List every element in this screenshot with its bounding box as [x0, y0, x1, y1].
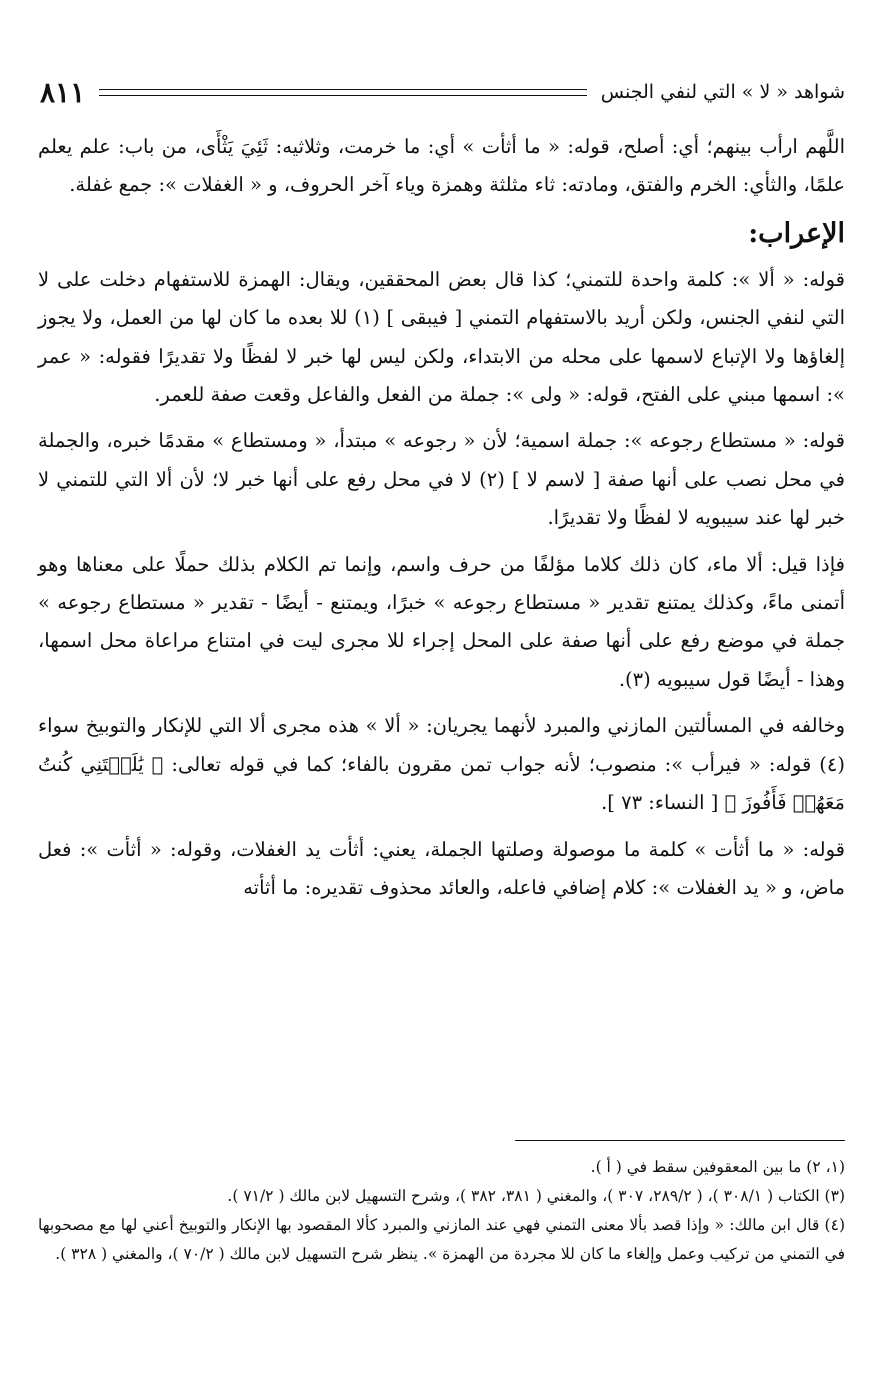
- main-text: [38, 128, 845, 915]
- page-number: ٨١١: [40, 75, 86, 109]
- header-double-rule: [99, 89, 587, 96]
- paragraph: قوله: « ألا »: كلمة واحدة للتمني؛ كذا قال بعض المحققين، ويقال: الهمزة للاستفهام دخلت على لا التي لنفي الجنس، ولكن أريد بالاستفهام التمني [ فيبقى ] (١) للا بعده ما كان لها من العمل، ولا يجوز إلغاؤها ولا الإتباع لاسمها على محله من الابتداء، ولكن ليس لها خبر لا لفظًا ولا تقديرًا فقوله: « عمر »: اسمها مبني على الفتح، قوله: « ولى »: جملة من الفعل والفاعل وقعت صفة للعمر.: [38, 267, 845, 407]
- paragraph: قوله: « ما أثأت » كلمة ما موصولة وصلتها الجملة، يعني: أثأت يد الغفلات، وقوله: « أثأت »: فعل ماض، و « يد الغفلات »: كلام إضافي فاعله، والعائد محذوف تقديره: ما أثأته: [38, 837, 845, 899]
- section-heading: الإعراب:: [748, 217, 845, 249]
- footnote: (٣) الكتاب ( ٣٠٨/١ )، ( ٢٨٩/٢، ٣٠٧ )، والمغني ( ٣٨١، ٣٨٢ )، وشرح التسهيل لابن مالك ( ٧١/٢ ).: [227, 1187, 845, 1205]
- paragraph: قوله: « مستطاع رجوعه »: جملة اسمية؛ لأن « رجوعه » مبتدأ، « ومستطاع » مقدمًا خبره، والجملة في محل نصب على أنها صفة [ لاسم لا ] (٢) لا في محل رفع على أنها خبر لا؛ لأن ألا التي للتمني لا خبر لها عند سيبويه لا لفظًا ولا تقديرًا.: [38, 429, 845, 530]
- footnotes: [38, 1140, 845, 1269]
- footnote: (١، ٢) ما بين المعقوفين سقط في ( أ ).: [590, 1158, 845, 1176]
- footnote-separator: [515, 1140, 845, 1141]
- running-header: [40, 72, 845, 112]
- paragraph: وخالفه في المسألتين المازني والمبرد لأنهما يجريان: « ألا » هذه مجرى ألا التي للإنكار والتوبيخ سواء (٤) قوله: « فيرأب »: منصوب؛ لأنه جواب تمن مقرون بالفاء؛ كما في قوله تعالى: ﴿ يَٰلَيۡتَنِي كُنتُ مَعَهُمۡ فَأَفُوزَ ﴾ [ النساء: ٧٣ ].: [38, 714, 845, 815]
- footnote: (٤) قال ابن مالك: « وإذا قصد بألا معنى التمني فهي عند المازني والمبرد كألا المقصود بها الإنكار والتوبيخ أعني لها مع مصحوبها في التمني من تركيب وعمل وإلغاء ما كان للا مجردة من الهمزة ». ينظر شرح التسهيل لابن مالك ( ٧٠/٢ )، والمغني ( ٣٢٨ ).: [38, 1216, 845, 1263]
- paragraph: اللَّهم ارأب بينهم؛ أي: أصلح، قوله: « ما أثأت » أي: ما خرمت، وثلاثيه: ثَئِيَ يَثْأَى، من باب: علم يعلم علمًا، والثأي: الخرم والفتق، ومادته: ثاء مثلثة وهمزة وياء آخر الحروف، و « الغفلات »: جمع غفلة.: [38, 135, 845, 197]
- paragraph: فإذا قيل: ألا ماء، كان ذلك كلاما مؤلفًا من حرف واسم، وإنما تم الكلام بذلك حملًا على معناها وهو أتمنى ماءً، وكذلك يمتنع تقدير « مستطاع رجوعه » خبرًا، ويمتنع - أيضًا - تقدير « مستطاع رجوعه » جملة في موضع رفع على أنها صفة على المحل إجراء للا مجرى ليت في امتناع مراعاة محل اسمها، وهذا - أيضًا قول سيبويه (٣).: [38, 552, 845, 691]
- header-title: شواهد « لا » التي لنفي الجنس: [600, 81, 845, 103]
